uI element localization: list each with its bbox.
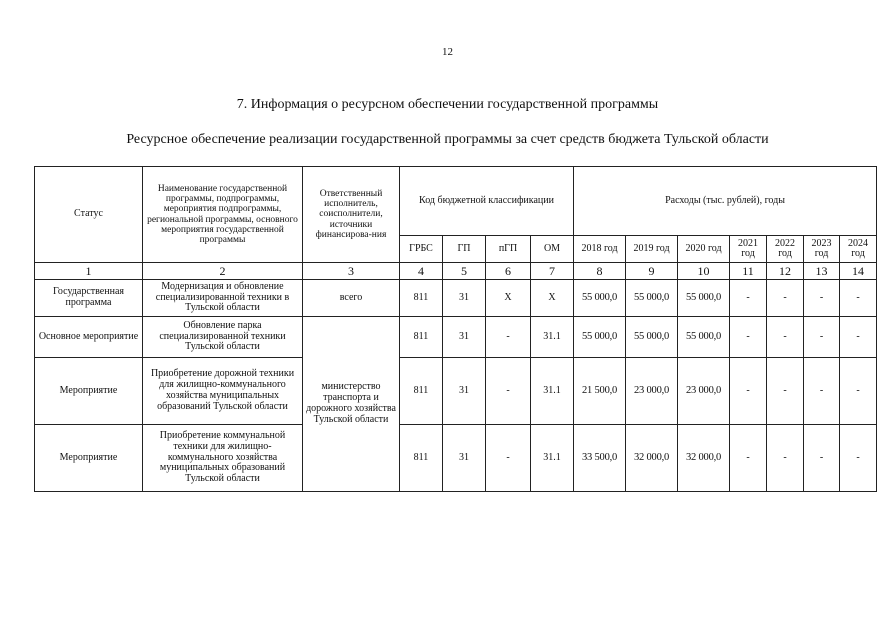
row-y2018: 21 500,0 [574, 358, 626, 425]
row-pgp: Х [486, 280, 531, 317]
header-om: ОМ [531, 236, 574, 263]
row-om: 31.1 [531, 358, 574, 425]
row-y2020: 55 000,0 [678, 280, 730, 317]
header-budget-code: Код бюджетной классификации [400, 167, 574, 236]
column-number: 8 [574, 263, 626, 280]
row-gp: 31 [443, 425, 486, 492]
row-y2024: - [840, 280, 877, 317]
row-y2021: - [730, 358, 767, 425]
column-number-row [35, 263, 877, 280]
table-row [35, 358, 877, 425]
row-y2022: - [767, 317, 804, 358]
header-year-2024: 2024 год [840, 236, 877, 263]
row-y2023: - [804, 280, 840, 317]
row-executor: всего [303, 280, 400, 317]
row-y2018: 55 000,0 [574, 317, 626, 358]
row-y2020: 23 000,0 [678, 358, 730, 425]
row-status: Мероприятие [35, 425, 143, 492]
header-year-2020: 2020 год [678, 236, 730, 263]
row-gp: 31 [443, 358, 486, 425]
resource-table [34, 166, 877, 492]
row-grbs: 811 [400, 317, 443, 358]
column-number: 4 [400, 263, 443, 280]
row-y2023: - [804, 358, 840, 425]
row-y2023: - [804, 317, 840, 358]
row-executor-merged: министерство транспорта и дорожного хозяйства Тульской области [303, 317, 400, 492]
row-y2023: - [804, 425, 840, 492]
header-name: Наименование государственной программы, подпрограммы, мероприятия подпрограммы, региональной программы, основного мероприятия государственной программы [143, 167, 303, 263]
column-number: 1 [35, 263, 143, 280]
row-om: 31.1 [531, 425, 574, 492]
row-y2024: - [840, 317, 877, 358]
row-y2018: 55 000,0 [574, 280, 626, 317]
table-title: Ресурсное обеспечение реализации государственной программы за счет средств бюджета Тульской области [126, 132, 769, 147]
row-pgp: - [486, 425, 531, 492]
header-year-2023: 2023 год [804, 236, 840, 263]
row-status: Государственная программа [35, 280, 143, 317]
header-year-2018: 2018 год [574, 236, 626, 263]
column-number: 13 [804, 263, 840, 280]
row-y2020: 32 000,0 [678, 425, 730, 492]
row-gp: 31 [443, 280, 486, 317]
row-y2019: 55 000,0 [626, 317, 678, 358]
row-y2021: - [730, 280, 767, 317]
table-row [35, 317, 877, 358]
header-grbs: ГРБС [400, 236, 443, 263]
page-number: 12 [442, 46, 453, 58]
row-y2019: 55 000,0 [626, 280, 678, 317]
header-expenses: Расходы (тыс. рублей), годы [574, 167, 877, 236]
row-y2019: 32 000,0 [626, 425, 678, 492]
row-om: Х [531, 280, 574, 317]
row-grbs: 811 [400, 280, 443, 317]
row-status: Основное мероприятие [35, 317, 143, 358]
column-number: 9 [626, 263, 678, 280]
header-pgp: пГП [486, 236, 531, 263]
row-y2024: - [840, 425, 877, 492]
column-number: 12 [767, 263, 804, 280]
row-name: Приобретение дорожной техники для жилищно-коммунального хозяйства муниципальных образований Тульской области [143, 358, 303, 425]
table-row [35, 425, 877, 492]
row-y2018: 33 500,0 [574, 425, 626, 492]
header-year-2019: 2019 год [626, 236, 678, 263]
row-name: Модернизация и обновление специализированной техники в Тульской области [143, 280, 303, 317]
column-number: 3 [303, 263, 400, 280]
row-y2024: - [840, 358, 877, 425]
column-number: 10 [678, 263, 730, 280]
row-gp: 31 [443, 317, 486, 358]
header-year-2022: 2022 год [767, 236, 804, 263]
header-year-2021: 2021 год [730, 236, 767, 263]
header-executor: Ответственный исполнитель, соисполнители, источники финансирова-ния [303, 167, 400, 263]
column-number: 7 [531, 263, 574, 280]
row-name: Приобретение коммунальной техники для жилищно-коммунального хозяйства муниципальных образований Тульской области [143, 425, 303, 492]
row-grbs: 811 [400, 425, 443, 492]
row-y2022: - [767, 280, 804, 317]
row-y2020: 55 000,0 [678, 317, 730, 358]
column-number: 5 [443, 263, 486, 280]
column-number: 11 [730, 263, 767, 280]
column-number: 2 [143, 263, 303, 280]
row-grbs: 811 [400, 358, 443, 425]
table-row [35, 280, 877, 317]
row-pgp: - [486, 317, 531, 358]
section-title: 7. Информация о ресурсном обеспечении государственной программы [236, 97, 659, 112]
row-name: Обновление парка специализированной техники Тульской области [143, 317, 303, 358]
column-number: 14 [840, 263, 877, 280]
row-status: Мероприятие [35, 358, 143, 425]
row-y2021: - [730, 317, 767, 358]
row-y2019: 23 000,0 [626, 358, 678, 425]
header-status: Статус [35, 167, 143, 263]
column-number: 6 [486, 263, 531, 280]
row-pgp: - [486, 358, 531, 425]
row-y2021: - [730, 425, 767, 492]
header-gp: ГП [443, 236, 486, 263]
row-y2022: - [767, 358, 804, 425]
row-om: 31.1 [531, 317, 574, 358]
header-row-1 [35, 167, 877, 236]
row-y2022: - [767, 425, 804, 492]
